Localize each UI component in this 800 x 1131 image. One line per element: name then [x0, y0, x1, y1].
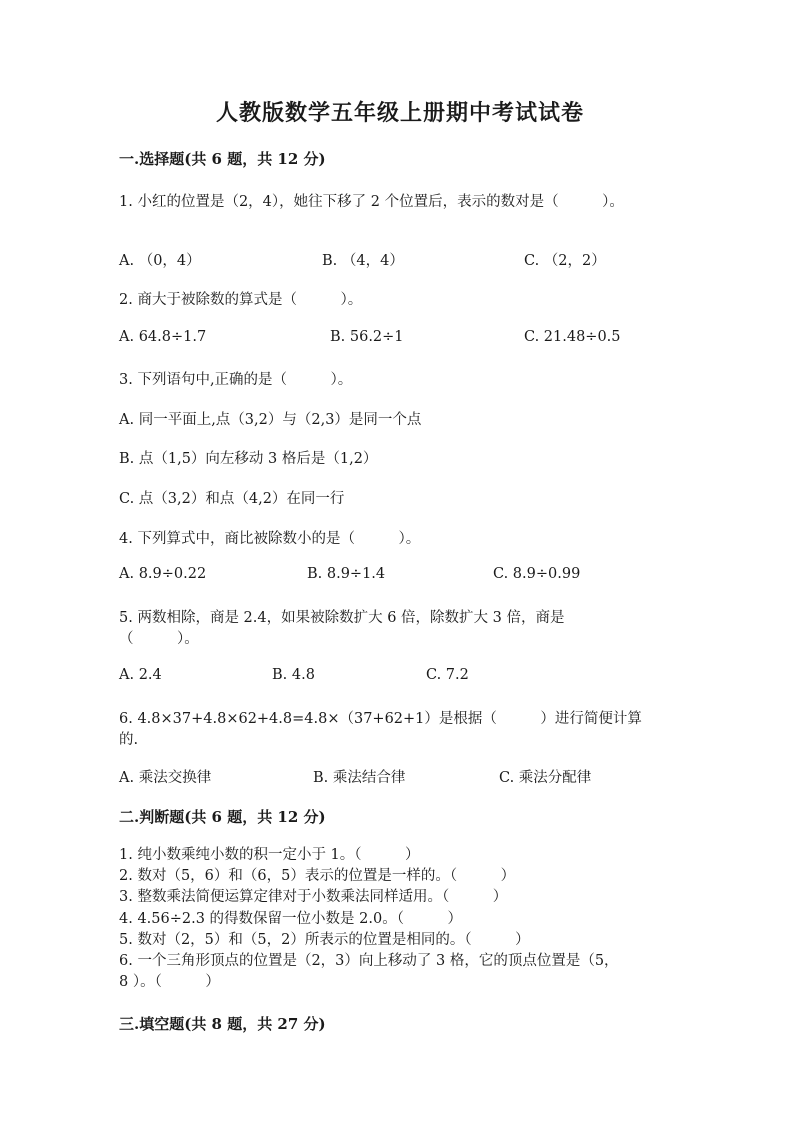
- section-heading-judge: 二.判断题(共 6 题，共 12 分): [119, 808, 326, 826]
- question-6-option-b: B. 乘法结合律: [313, 770, 406, 786]
- question-6-stem-line-1: 6. 4.8×37+4.8×62+4.8=4.8×（37+62+1）是根据（ ）进行简便计算: [119, 711, 642, 727]
- question-1-option-a: A. （0，4）: [119, 253, 201, 269]
- question-4-option-c: C. 8.9÷0.99: [493, 566, 581, 582]
- question-5-option-a: A. 2.4: [119, 667, 162, 683]
- judge-question-1: 1. 纯小数乘纯小数的积一定小于 1。（ ）: [119, 847, 420, 863]
- question-2-option-b: B. 56.2÷1: [330, 329, 404, 345]
- question-4-option-b: B. 8.9÷1.4: [307, 566, 386, 582]
- question-4-option-a: A. 8.9÷0.22: [119, 566, 207, 582]
- exam-title: 人教版数学五年级上册期中考试试卷: [215, 100, 584, 126]
- question-5-option-c: C. 7.2: [426, 667, 469, 683]
- judge-question-6-line-2: 8 ）。（ ）: [119, 974, 220, 991]
- question-1-option-b: B. （4，4）: [322, 253, 404, 269]
- question-6-stem-line-2: 的.: [119, 732, 139, 748]
- question-3-option-c: C. 点（3,2）和点（4,2）在同一行: [119, 491, 345, 507]
- question-3-stem: 3. 下列语句中,正确的是（ ）。: [119, 372, 353, 388]
- judge-question-3: 3. 整数乘法简便运算定律对于小数乘法同样适用。（ ）: [119, 889, 508, 906]
- question-6-option-a: A. 乘法交换律: [119, 770, 212, 786]
- judge-question-list: [119, 845, 619, 993]
- judge-question-4: 4. 4.56÷2.3 的得数保留一位小数是 2.0。（ ）: [119, 910, 462, 927]
- question-6-option-c: C. 乘法分配律: [499, 770, 592, 786]
- question-2-option-a: A. 64.8÷1.7: [119, 329, 207, 345]
- question-5-stem-line-2: （ ）。: [119, 631, 199, 647]
- question-5-stem-line-1: 5. 两数相除，商是 2.4，如果被除数扩大 6 倍，除数扩大 3 倍，商是: [119, 610, 565, 626]
- section-heading-choice: 一.选择题(共 6 题，共 12 分): [119, 150, 326, 168]
- question-1-stem: 1. 小红的位置是（2，4），她往下移了 2 个位置后，表示的数对是（ ）。: [119, 194, 624, 210]
- question-1-option-c: C. （2，2）: [524, 253, 606, 269]
- judge-question-2: 2. 数对（5，6）和（6，5）表示的位置是一样的。（ ）: [119, 868, 516, 885]
- question-2-option-c: C. 21.48÷0.5: [524, 329, 621, 345]
- judge-question-6-line-1: 6. 一个三角形顶点的位置是（2，3）向上移动了 3 格，它的顶点位置是（5，: [119, 953, 619, 970]
- judge-question-5: 5. 数对（2，5）和（5，2）所表示的位置是相同的。（ ）: [119, 931, 530, 948]
- question-4-stem: 4. 下列算式中，商比被除数小的是（ ）。: [119, 531, 421, 547]
- question-3-option-a: A. 同一平面上,点（3,2）与（2,3）是同一个点: [119, 412, 422, 428]
- section-heading-fill: 三.填空题(共 8 题，共 27 分): [119, 1015, 326, 1033]
- question-2-stem: 2. 商大于被除数的算式是（ ）。: [119, 292, 363, 308]
- question-3-option-b: B. 点（1,5）向左移动 3 格后是（1,2）: [119, 451, 378, 467]
- question-5-option-b: B. 4.8: [272, 667, 315, 683]
